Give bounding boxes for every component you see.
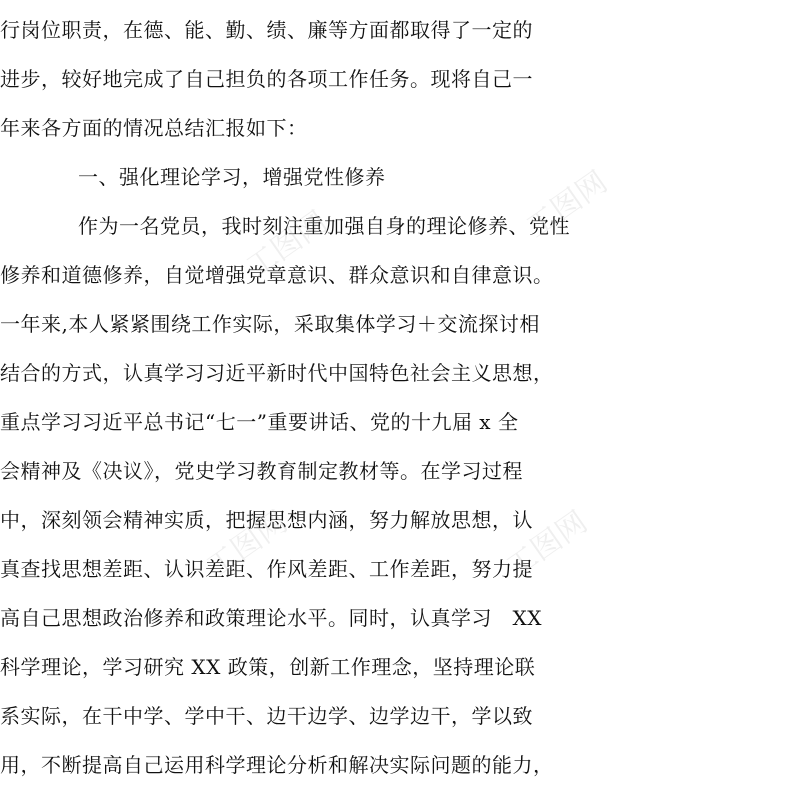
text-line: 行岗位职责，在德、能、勤、绩、廉等方面都取得了一定的 (0, 18, 533, 42)
text-line: 中，深刻领会精神实质，把握思想内涵，努力解放思想，认 (0, 508, 533, 532)
text-line: 一年来,本人紧紧围绕工作实际，采取集体学习＋交流探讨相 (0, 312, 540, 336)
text-line: 重点学习习近平总书记“七一”重要讲话、党的十九届 x 全 (0, 410, 519, 434)
watermark: 工图网 (500, 504, 594, 586)
watermark: 工图网 (520, 164, 614, 246)
text-line: 会精神及《决议》，党史学习教育制定教材等。在学习过程 (0, 459, 523, 483)
text-line: 系实际，在干中学、学中干、边干边学、边学边干，学以致 (0, 704, 533, 728)
text-line: 修养和道德修养，自觉增强党章意识、群众意识和自律意识。 (0, 263, 554, 287)
text-line: 结合的方式，认真学习习近平新时代中国特色社会主义思想， (0, 361, 554, 385)
section-heading: 一、强化理论学习，增强党性修养 (78, 165, 386, 189)
text-line: 年来各方面的情况总结汇报如下： (0, 116, 308, 140)
watermark: 工图网 (200, 504, 294, 586)
text-line: 进步，较好地完成了自己担负的各项工作任务。现将自己一 (0, 67, 533, 91)
text-line: 高自己思想政治修养和政策理论水平。同时，认真学习 XX (0, 606, 542, 630)
paragraph-start-line: 作为一名党员，我时刻注重加强自身的理论修养、党性 (78, 214, 570, 238)
watermark: 工图网 (240, 204, 334, 286)
text-line: 真查找思想差距、认识差距、作风差距、工作差距，努力提 (0, 557, 533, 581)
text-line: 科学理论，学习研究 XX 政策，创新工作理念，坚持理论联 (0, 655, 536, 679)
text-line: 用，不断提高自己运用科学理论分析和解决实际问题的能力， (0, 753, 554, 777)
